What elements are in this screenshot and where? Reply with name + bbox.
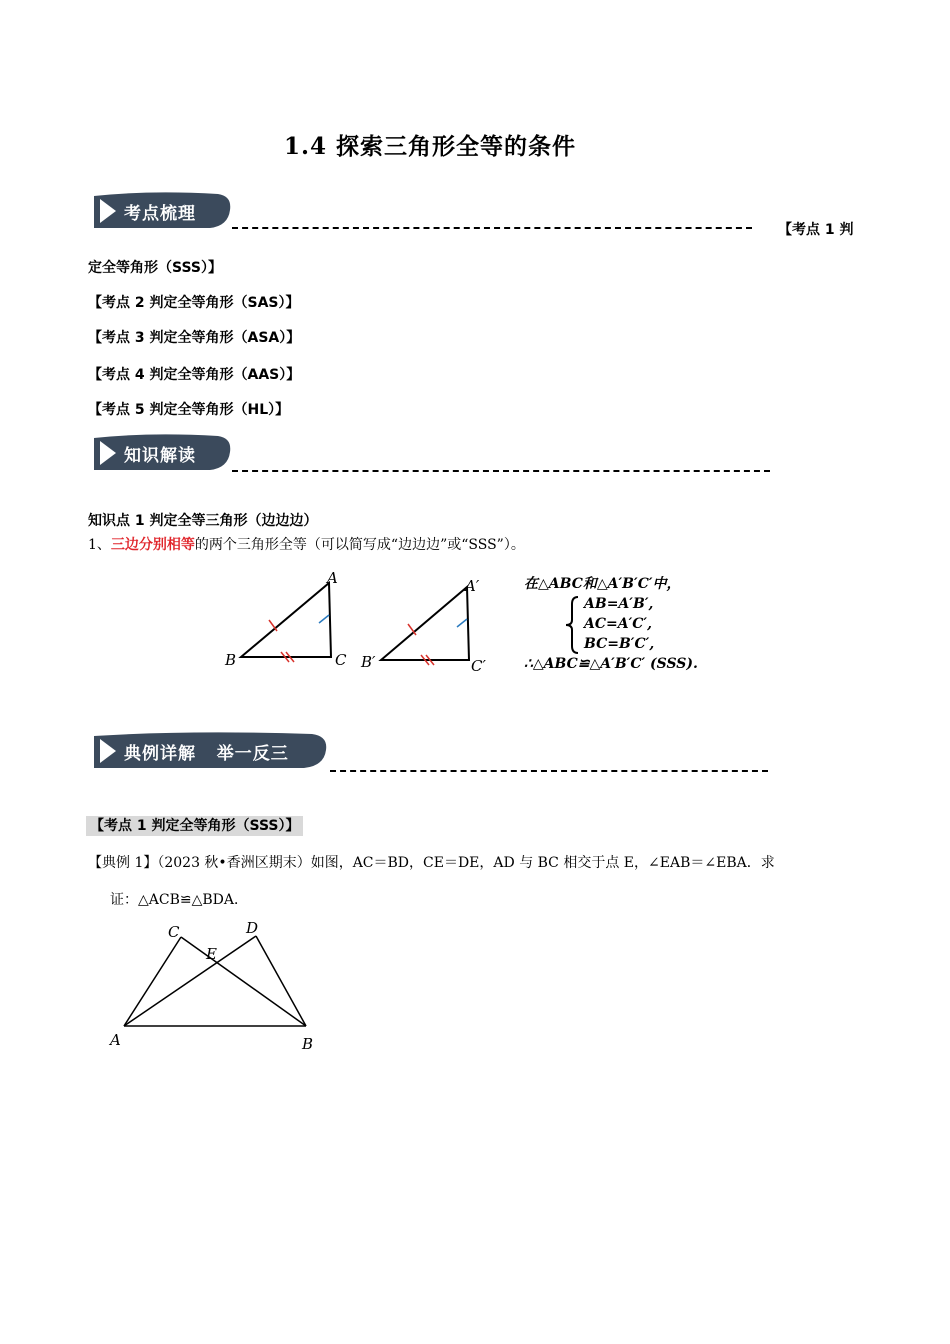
- label-d: D: [246, 919, 259, 937]
- proof-line-2: AB=A′B′,: [584, 596, 654, 612]
- kaodian-4: 【考点 4 判定全等角形（AAS）】: [88, 367, 301, 383]
- example-tag: [86, 815, 303, 835]
- section-title: 典例详解 举一反三: [124, 744, 289, 764]
- page-title: 1.4 探索三角形全等的条件: [283, 133, 577, 160]
- knowledge-heading: 知识点 1 判定全等三角形（边边边）: [88, 513, 318, 529]
- proof-line-4: BC=B′C′,: [584, 636, 655, 652]
- triangle-figure: [215, 565, 515, 685]
- section-title: 考点梳理: [124, 204, 196, 224]
- dashed-rule: [232, 227, 752, 229]
- label-b-prime: B′: [361, 653, 376, 671]
- label-a-prime: A′: [465, 577, 480, 595]
- kaodian-1-part-a: 【考点 1 判: [778, 222, 854, 238]
- example-figure: [100, 915, 340, 1055]
- example-line-1: 【典例 1】（2023 秋•香洲区期末）如图，AC＝BD，CE＝DE，AD 与 BC 相交于点 E，∠EAB＝∠EBA．求: [88, 855, 775, 871]
- label-b: B: [302, 1035, 314, 1053]
- triangle-abc: [241, 583, 331, 657]
- example-tag-text: 【考点 1 判定全等角形（SSS）】: [86, 816, 303, 836]
- proof-line-1: 在△ABC和△A′B′C′中，: [524, 576, 681, 592]
- segment-ad: [124, 936, 256, 1026]
- kaodian-5: 【考点 5 判定全等角形（HL）】: [88, 402, 290, 418]
- section-banner-zhishi: [90, 432, 234, 474]
- dashed-rule: [232, 470, 770, 472]
- proof-conditions: [524, 594, 698, 654]
- section-banner-kaodian: [90, 190, 234, 232]
- segment-cb: [181, 937, 306, 1026]
- highlight-text: 三边分别相等: [110, 537, 195, 553]
- segment-ac: [124, 937, 181, 1026]
- proof-line-5: ∴△ABC≌△A′B′C′ (SSS).: [524, 656, 698, 672]
- label-c: C: [168, 923, 180, 941]
- triangle-abc-prime: [381, 587, 469, 660]
- label-b: B: [225, 651, 237, 669]
- label-e: E: [206, 945, 217, 963]
- kaodian-2: 【考点 2 判定全等角形（SAS）】: [88, 295, 300, 311]
- kaodian-3: 【考点 3 判定全等角形（ASA）】: [88, 330, 301, 346]
- proof-block: [524, 574, 698, 674]
- line-rest: 的两个三角形全等（可以简写成“边边边”或“SSS”）。: [194, 537, 525, 553]
- label-c-prime: C′: [471, 657, 486, 675]
- example-line-2: 证：△ACB≌△BDA．: [110, 892, 248, 908]
- label-a: A: [327, 569, 338, 587]
- brace-icon: [564, 596, 580, 654]
- label-a: A: [110, 1031, 121, 1049]
- line-prefix: 1、: [88, 537, 111, 553]
- proof-line-3: AC=A′C′,: [584, 616, 652, 632]
- knowledge-line: [88, 534, 525, 554]
- kaodian-1-part-b: 定全等角形（SSS）】: [88, 260, 222, 276]
- label-c: C: [335, 651, 347, 669]
- segment-db: [256, 936, 306, 1026]
- section-title: 知识解读: [124, 446, 196, 466]
- dashed-rule: [330, 770, 768, 772]
- section-banner-dianli: [90, 730, 330, 772]
